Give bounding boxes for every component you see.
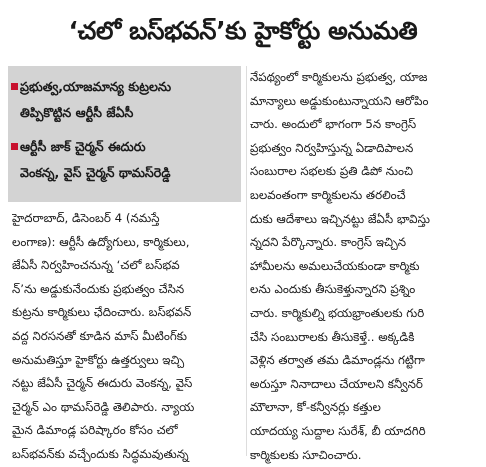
highlight-line: తిప్పికొట్టిన ఆర్టీసీ జేఏసీ (20, 100, 237, 126)
body-line: మాన్యాలు అడ్డుకుంటున్నాయని ఆరోపిం (250, 90, 480, 114)
highlights-box (8, 66, 241, 202)
body-line: మౌలానా, కో-కన్వీనర్లు కత్తుల (250, 396, 480, 420)
body-line: చేసి సంబురాలకు తీసుకెళ్తే.. అక్కడికి (250, 326, 480, 350)
body-line: నేపథ్యంలో కార్మికులను ప్రభుత్వ, యాజ (250, 66, 480, 90)
body-line: వెళ్లిన తర్వాత తమ డిమాండ్లను గట్టిగా (250, 349, 480, 373)
body-line: లంగాణ): ఆర్టీసీ ఉద్యోగులు, కార్మికులు, (12, 231, 244, 255)
body-line: చారు. కార్మికుల్ని భయభ్రాంతులకు గురి (250, 302, 480, 326)
body-line: కార్మికులకు సూచించారు. (250, 444, 480, 467)
body-line: వద్ద నిరసనతో కూడిన మాస్‌ మీటింగ్‌కు (12, 325, 244, 349)
body-line: చారు. అందులో భాగంగా 5న కాంగ్రెస్‌ (250, 113, 480, 137)
body-line: జేఏసీ నిర్వహించనున్న ‘చలో బస్‌భవ (12, 254, 244, 278)
body-line: దుకు ఆదేశాలు ఇచ్చినట్టు జేఏసీ భావిస్తు (250, 208, 480, 232)
body-line: ప్రభుత్వం నిర్వహిస్తున్న ఏడాదిపాలన (250, 137, 480, 161)
body-line: హామీలను అమలుచేయకుండా కార్మికు (250, 255, 480, 279)
body-line: సంబురాల సభలకు ప్రతి డిపో నుంచి (250, 160, 480, 184)
body-line: నట్టు జేఏసీ చైర్మన్‌ ఈదురు వెంకన్న, వైస్‌ (12, 372, 244, 396)
column-divider (246, 66, 247, 456)
body-line: మైన డిమాండ్ల పరిష్కారం కోసం చలో (12, 419, 244, 443)
body-line: చైర్మన్‌ ఎం థామస్‌రెడ్డి తెలిపారు. న్యాయ (12, 396, 244, 420)
body-line: న్‌’ను అడ్డుకునేందుకు ప్రభుత్వం చేసిన (12, 278, 244, 302)
highlight-line: ఆర్టీసీ జాక్‌ చైర్మన్‌ ఈదురు (20, 134, 237, 160)
bullet-icon (11, 143, 18, 150)
dateline: హైదరాబాద్‌, డిసెంబర్‌ 4 (నమస్తే (12, 207, 244, 231)
body-line: యాదయ్య సుద్దాల సురేశ్‌, బీ యాదగిరి (250, 420, 480, 444)
body-line: న్నదని పేర్కొన్నారు. కాంగ్రెస్‌ ఇచ్చిన (250, 231, 480, 255)
highlight-line: వెంకన్న, వైస్‌ చైర్మన్‌ థామస్‌రెడ్డి (20, 160, 237, 186)
body-line: బలవంతంగా కార్మికులను తరలించే (250, 184, 480, 208)
body-line: అనుమతిస్తూ హైకోర్టు ఉత్తర్వులు ఇచ్చి (12, 349, 244, 373)
body-line: కుట్రను కార్మికులు ఛేదించారు. బస్‌భవన్‌ (12, 301, 244, 325)
right-column (250, 66, 480, 467)
bullet-icon (11, 83, 18, 90)
left-column (12, 207, 244, 467)
headline: ‘చలో బస్‌భవన్‌’కు హైకోర్టు అనుమతి (0, 0, 486, 62)
body-line: లను ఎందుకు తీసుకెళ్తున్నారని ప్రశ్నిం (250, 278, 480, 302)
highlight-line: ప్రభుత్వ,యాజమాన్య కుట్రలను (20, 74, 237, 100)
body-line: అరుస్తూ నినాదాలు చేయాలని కన్వీనర్‌ (250, 373, 480, 397)
highlight-item (20, 74, 237, 126)
body-line: బస్‌భవన్‌కు వచ్చేందుకు సిద్ధమవుతున్న (12, 443, 244, 467)
highlight-item (20, 134, 237, 186)
